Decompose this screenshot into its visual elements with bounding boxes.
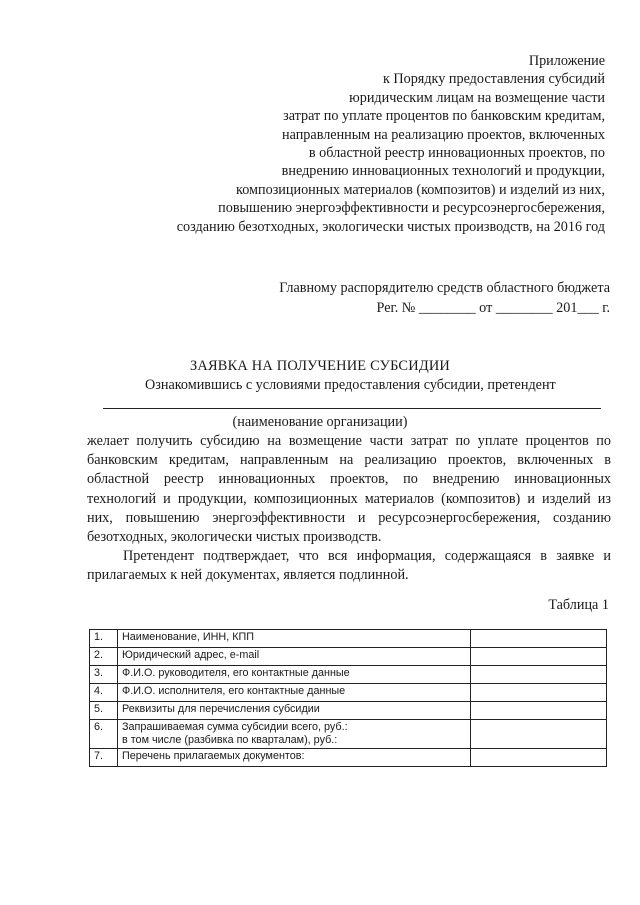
row-number: 2. [90,648,118,666]
addressee-line: Главному распорядителю средств областного бюджета [279,280,610,296]
application-table [89,629,607,767]
table-caption: Таблица 1 [548,597,609,613]
table-row [90,648,607,666]
row-label: Наименование, ИНН, КПП [118,630,471,648]
table-row [90,666,607,684]
appendix-line: к Порядку предоставления субсидий [382,71,605,88]
intro-text: Ознакомившись с условиями предоставления субсидии, претендент [145,377,556,393]
paragraph-confirmation: Претендент подтверждает, что вся информация, содержащаяся в заявке и прилагаемых к ней документах, является подлинной. [87,548,611,584]
addressee-block [130,278,610,318]
table-row [90,630,607,648]
row-number: 7. [90,749,118,767]
row-number: 1. [90,630,118,648]
table-row [90,720,607,749]
row-label: Ф.И.О. исполнителя, его контактные данные [118,684,471,702]
appendix-line: Приложение [528,53,605,69]
row-label [118,720,471,749]
body-text [87,432,611,586]
appendix-line: внедрению инновационных технологий и продукции, [281,163,605,180]
table-row [90,749,607,767]
appendix-line: повышению энергоэффективности и ресурсоэнергосбережения, [218,200,605,217]
row-label-line: Запрашиваемая сумма субсидии всего, руб.: [122,721,348,733]
row-value[interactable] [471,630,607,648]
row-value[interactable] [471,666,607,684]
organization-blank-line [103,408,601,409]
row-number: 6. [90,720,118,749]
registration-line: Рег. № ________ от ________ 201___ г. [376,300,610,316]
row-number: 4. [90,684,118,702]
document-title: ЗАЯВКА НА ПОЛУЧЕНИЕ СУБСИДИИ [189,358,451,374]
appendix-line: в областной реестр инновационных проектов, по [308,145,605,162]
row-label-line: в том числе (разбивка по кварталам), руб.: [122,734,338,746]
appendix-block [85,52,605,236]
row-label: Юридический адрес, e-mail [118,648,471,666]
row-number: 5. [90,702,118,720]
row-value[interactable] [471,648,607,666]
appendix-line: затрат по уплате процентов по банковским кредитам, [283,108,605,125]
row-label: Ф.И.О. руководителя, его контактные данные [118,666,471,684]
row-number: 3. [90,666,118,684]
organization-caption: (наименование организации) [232,414,408,430]
paragraph-request: желает получить субсидию на возмещение части затрат по уплате процентов по банковским кредитам, направленным на реализацию проектов, включенных в областной реестр инновационных проектов, по внедрению инновационных технологий и продукции, композиционных материалов (композитов) и изделий из них, повышению энергоэффективности и ресурсоэнергосбережения, созданию безотходных, экологически чистых производств. [87,433,611,546]
row-label: Перечень прилагаемых документов: [118,749,471,767]
row-value[interactable] [471,702,607,720]
appendix-line: созданию безотходных, экологически чистых производств, на 2016 год [176,218,605,235]
row-value[interactable] [471,720,607,749]
row-value[interactable] [471,684,607,702]
table-row [90,684,607,702]
appendix-line: юридическим лицам на возмещение части [349,89,605,106]
row-label: Реквизиты для перечисления субсидии [118,702,471,720]
table-row [90,702,607,720]
appendix-line: направленным на реализацию проектов, включенных [282,126,605,143]
row-value[interactable] [471,749,607,767]
appendix-line: композиционных материалов (композитов) и изделий из них, [236,181,605,198]
